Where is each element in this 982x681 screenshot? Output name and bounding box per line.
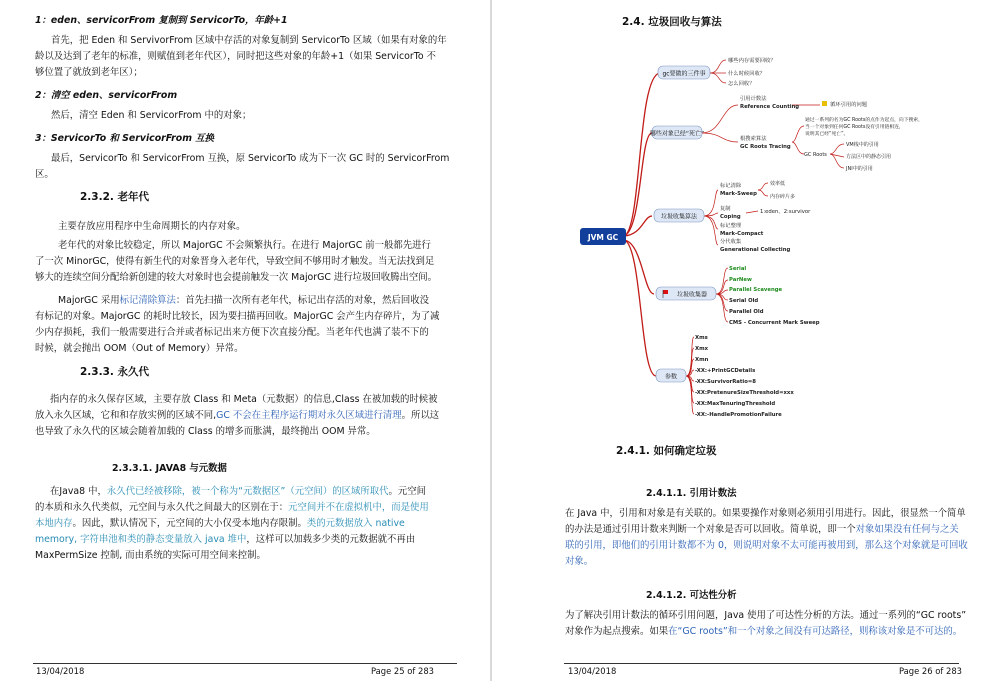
perm-gen-paragraph-line: 放入永久区域，它和和存放实例的区域不同,GC 不会在主程序运行期对永久区域进行清理。所以这	[35, 410, 440, 421]
old-gen-paragraph-line: 少内存损耗，我们一般需要进行合并或者标记出来方便下次直接分配。当老年代也满了装不下的	[35, 327, 429, 338]
reach-paragraph-line: 对象作为起点搜索。如果在“GC roots”和一个对象之间没有可达路径，则称该对象是不可达的。	[565, 626, 963, 637]
old-gen-paragraph: 主要存放应用程序中生命周期长的内存对象。	[58, 221, 246, 232]
svg-text:说明其已经“死亡”。: 说明其已经“死亡”。	[805, 132, 849, 137]
svg-text:方法区中的静态引用: 方法区中的静态引用	[846, 154, 892, 160]
old-gen-paragraph-line: MajorGC 采用标记清除算法：首先扫描一次所有老年代，标记出存活的对象，然后回收没	[58, 295, 429, 306]
jvm-gc-mindmap	[492, 30, 982, 430]
svg-text:Coping: Coping	[720, 214, 741, 220]
svg-text:哪些对象已经“死亡”: 哪些对象已经“死亡”	[649, 130, 705, 138]
step1-paragraph-line: 龄以及达到了老年的标准，则赋值到老年代区），同时把这些对象的年龄+1（如果 ServicorTo 不	[35, 51, 436, 62]
step1-paragraph-line: 够位置了就放到老年区）；	[35, 67, 143, 78]
svg-text:内存碎片多: 内存碎片多	[770, 194, 796, 200]
mindmap-item: 哪些内存需要回收？	[728, 58, 776, 64]
svg-text:参数: 参数	[664, 373, 678, 381]
step2-heading: 2：清空 eden、servicorFrom	[35, 90, 178, 101]
svg-text:标记整理: 标记整理	[720, 223, 742, 229]
svg-text:分代收集: 分代收集	[720, 239, 742, 245]
svg-text:VM栈中的引用: VM栈中的引用	[846, 142, 879, 148]
java8-paragraph-line: 在Java8 中，永久代已经被移除，被一个称为“元数据区”（元空间）的区域所取代。元空间	[50, 486, 426, 497]
svg-text:GC Roots Tracing: GC Roots Tracing	[740, 144, 791, 150]
mindmap-item: 怎么回收？	[728, 81, 755, 87]
step1-paragraph-line: 首先，把 Eden 和 ServivorFrom 区域中存活的对象复制到 ServicorTo 区域（如果有对象的年	[51, 35, 447, 46]
svg-text:效率低: 效率低	[770, 181, 786, 187]
svg-text:Xmn: Xmn	[695, 357, 709, 363]
svg-text:JNI中的引用: JNI中的引用	[846, 166, 873, 172]
svg-text:-XX:MaxTenuringThreshold: -XX:MaxTenuringThreshold	[695, 401, 776, 407]
footer-page-number: Page 25 of 283	[371, 666, 434, 676]
svg-text:Serial: Serial	[729, 266, 747, 272]
section-heading-perm-gen: 2.3.3. 永久代	[80, 366, 150, 378]
mindmap-root-label: JVM GC	[587, 233, 619, 242]
java8-paragraph-line: 本地内存。因此，默认情况下，元空间的大小仅受本地内存限制。类的元数据放入 native	[35, 518, 405, 529]
svg-text:当一个对象到任何GC Roots没有引用链相连，: 当一个对象到任何GC Roots没有引用链相连，	[805, 125, 904, 130]
step3-paragraph-line: 区。	[35, 169, 54, 180]
svg-text:gc要做的三件事: gc要做的三件事	[662, 70, 706, 78]
footer-page-number: Page 26 of 283	[899, 666, 962, 676]
ref-paragraph-line: 的办法是通过引用计数来判断一个对象是否可以回收。简单说，即一个对象如果没有任何与之关	[565, 524, 959, 535]
svg-text:Parallel Scavenge: Parallel Scavenge	[729, 287, 783, 293]
svg-text:Mark-Sweep: Mark-Sweep	[720, 191, 757, 197]
subsection-heading-reachability: 2.4.1.2. 可达性分析	[646, 590, 737, 601]
old-gen-paragraph-line: 了一次 MinorGC，使得有新生代的对象晋身入老年代，导致空间不够用时才触发。当无法找到足	[35, 256, 435, 267]
section-heading-gc: 2.4. 垃圾回收与算法	[622, 16, 722, 28]
footer-date: 13/04/2018	[36, 666, 85, 676]
svg-text:标记清除: 标记清除	[720, 183, 742, 189]
step3-paragraph-line: 最后，ServicorTo 和 ServicorFrom 互换，原 ServicorTo 成为下一次 GC 时的 ServicorFrom	[51, 153, 450, 164]
svg-text:-XX:+PrintGCDetails: -XX:+PrintGCDetails	[695, 368, 756, 374]
svg-text:1:eden、2:survivor: 1:eden、2:survivor	[760, 209, 811, 215]
step2-paragraph: 然后，清空 Eden 和 ServicorFrom 中的对象；	[51, 110, 252, 121]
reach-paragraph-line: 为了解决引用计数法的循环引用问题，Java 使用了可达性分析的方法。通过一系列的“GC roots”	[565, 610, 967, 621]
section-heading-old-gen: 2.3.2. 老年代	[80, 191, 150, 203]
svg-text:Reference Counting: Reference Counting	[740, 104, 800, 110]
svg-text:Serial Old: Serial Old	[729, 298, 759, 304]
old-gen-paragraph-line: 老年代的对象比较稳定，所以 MajorGC 不会频繁执行。在进行 MajorGC 前一般都先进行	[58, 240, 431, 251]
svg-text:复制: 复制	[720, 206, 731, 212]
svg-text:引用计数法: 引用计数法	[740, 96, 767, 102]
java8-paragraph-line: MaxPermSize 控制, 而由系统的实际可用空间来控制。	[35, 550, 266, 561]
subsection-heading-ref-counting: 2.4.1.1. 引用计数法	[646, 488, 737, 499]
perm-gen-paragraph-line: 也导致了永久代的区域会随着加载的 Class 的增多而胀满，最终抛出 OOM 异常。	[35, 426, 376, 437]
svg-text:-XX:PretenureSizeThreshold=xxx: -XX:PretenureSizeThreshold=xxx	[695, 390, 794, 396]
mark-sweep-link[interactable]: 标记清除算法	[119, 295, 176, 306]
footer-rule	[564, 663, 959, 664]
svg-text:Generational Collecting: Generational Collecting	[720, 247, 791, 253]
svg-text:Mark-Compact: Mark-Compact	[720, 231, 764, 237]
svg-text:Xmx: Xmx	[695, 346, 709, 352]
flag-icon	[663, 290, 668, 294]
svg-text:垃圾收集算法: 垃圾收集算法	[660, 213, 698, 221]
footer-date: 13/04/2018	[568, 666, 617, 676]
ref-paragraph-line: 联的引用，即他们的引用计数都不为 0，则说明对象不太可能再被用到，那么这个对象就是可回收	[565, 540, 968, 551]
step1-heading: 1：eden、servicorFrom 复制到 ServicorTo，年龄+1	[35, 15, 288, 26]
svg-text:垃圾收集器: 垃圾收集器	[676, 291, 708, 299]
svg-text:-XX:SurvivorRatio=8: -XX:SurvivorRatio=8	[695, 379, 756, 385]
old-gen-paragraph-line: 够大的连续空间分配给新创建的较大对象时也会提前触发一次 MajorGC 进行垃圾回收腾出空间。	[35, 272, 438, 283]
step3-heading: 3：ServicorTo 和 ServicorFrom 互换	[35, 133, 215, 144]
old-gen-paragraph-line: 时候，就会抛出 OOM（Out of Memory）异常。	[35, 343, 244, 354]
svg-text:根搜索算法: 根搜索算法	[740, 136, 767, 142]
ref-paragraph-line: 对象。	[565, 556, 594, 567]
svg-text:ParNew: ParNew	[729, 277, 752, 283]
old-gen-paragraph-line: 有标记的对象。MajorGC 的耗时比较长，因为要扫描再回收。MajorGC 会产生内存碎片，为了减	[35, 311, 440, 322]
svg-text:GC Roots: GC Roots	[804, 152, 827, 158]
perm-gen-paragraph-line: 指内存的永久保存区域，主要存放 Class 和 Meta（元数据）的信息,Class 在被加载的时候被	[50, 394, 438, 405]
svg-text:Parallel Old: Parallel Old	[729, 309, 764, 315]
java8-paragraph-line: memory, 字符串池和类的静态变量放入 java 堆中，这样可以加载多少类的元数据就不再由	[35, 534, 416, 545]
mindmap-item: 什么时候回收？	[728, 71, 766, 77]
svg-text:CMS - Concurrent Mark Sweep: CMS - Concurrent Mark Sweep	[729, 320, 820, 326]
java8-paragraph-line: 的本质和永久代类似，元空间与永久代之间最大的区别在于：元空间并不在虚拟机中，而是使用	[35, 502, 429, 513]
ref-paragraph-line: 在 Java 中，引用和对象是有关联的。如果要操作对象则必须用引用进行。因此，很显然一个简单	[565, 508, 966, 519]
svg-text:通过一系列的名为GC Roots的点作为起点，向下搜索，: 通过一系列的名为GC Roots的点作为起点，向下搜索，	[805, 118, 923, 123]
footer-rule	[33, 663, 457, 664]
svg-text:-XX:-HandlePromotionFailure: -XX:-HandlePromotionFailure	[695, 412, 782, 418]
page-26	[492, 0, 982, 681]
note-icon	[822, 101, 827, 106]
svg-text:Xms: Xms	[695, 335, 708, 341]
section-heading-find-garbage: 2.4.1. 如何确定垃圾	[616, 445, 717, 457]
svg-text:循环引用的问题: 循环引用的问题	[830, 102, 868, 108]
subsection-heading-java8: 2.3.3.1. JAVA8 与元数据	[112, 463, 227, 474]
page-25	[0, 0, 490, 681]
